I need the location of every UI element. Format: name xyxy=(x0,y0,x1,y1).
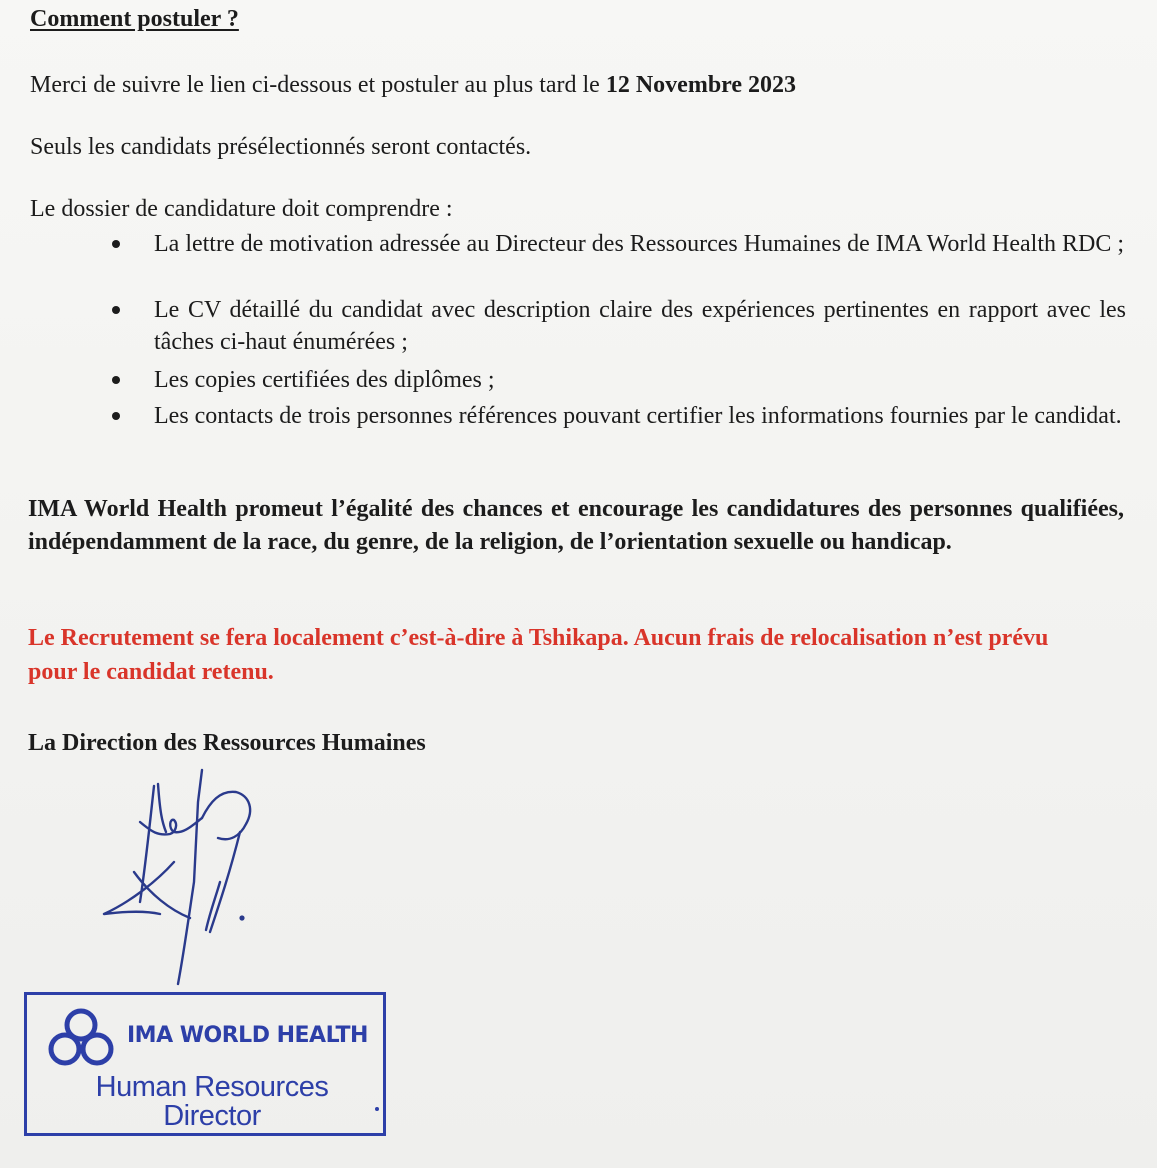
recruitment-notice: Le Recrutement se fera localement c’est-à-dire à Tshikapa. Aucun frais de relocalisation n’est prévu pour le candidat retenu. xyxy=(28,625,1049,685)
deadline-date: 12 Novembre 2023 xyxy=(605,72,797,98)
list-item-text: Le CV détaillé du candidat avec description claire des expériences pertinentes en rapport avec les tâches ci-haut énumérées ; xyxy=(154,297,1126,355)
bullet-icon xyxy=(112,240,120,248)
bullet-icon xyxy=(112,376,120,384)
stamp-role-line2: Director xyxy=(163,1100,261,1132)
list-item-text: La lettre de motivation adressée au Directeur des Ressources Humaines de IMA World Health RDC ; xyxy=(154,231,1125,257)
stamp-organization: IMA WORLD HEALTH xyxy=(127,1023,368,1048)
equal-opportunity-statement: IMA World Health promeut l’égalité des chances et encourage les candidatures des personnes qualifiées, indépendamment de la race, du genre, de la religion, de l’orientation sexuelle ou handicap. xyxy=(28,496,1124,555)
list-item-text: Les contacts de trois personnes références pouvant certifier les informations fournies par le candidat. xyxy=(154,403,1122,429)
stamp-role xyxy=(67,1073,357,1131)
section-heading: Comment postuler ? xyxy=(30,6,239,32)
shortlist-note: Seuls les candidats présélectionnés seront contactés. xyxy=(30,134,532,160)
signature xyxy=(90,762,280,992)
hr-director-stamp xyxy=(24,992,386,1136)
bullet-icon xyxy=(112,306,120,314)
deadline-text: Merci de suivre le lien ci-dessous et postuler au plus tard le xyxy=(30,72,606,98)
bullet-icon xyxy=(112,412,120,420)
dossier-intro: Le dossier de candidature doit comprendre : xyxy=(30,196,453,222)
signatory: La Direction des Ressources Humaines xyxy=(28,730,426,756)
ima-logo-icon xyxy=(45,1003,117,1075)
list-item-text: Les copies certifiées des diplômes ; xyxy=(154,367,495,393)
stamp-role-line1: Human Resources xyxy=(95,1071,329,1103)
stamp-dot xyxy=(375,1107,379,1111)
deadline-paragraph xyxy=(30,70,796,100)
